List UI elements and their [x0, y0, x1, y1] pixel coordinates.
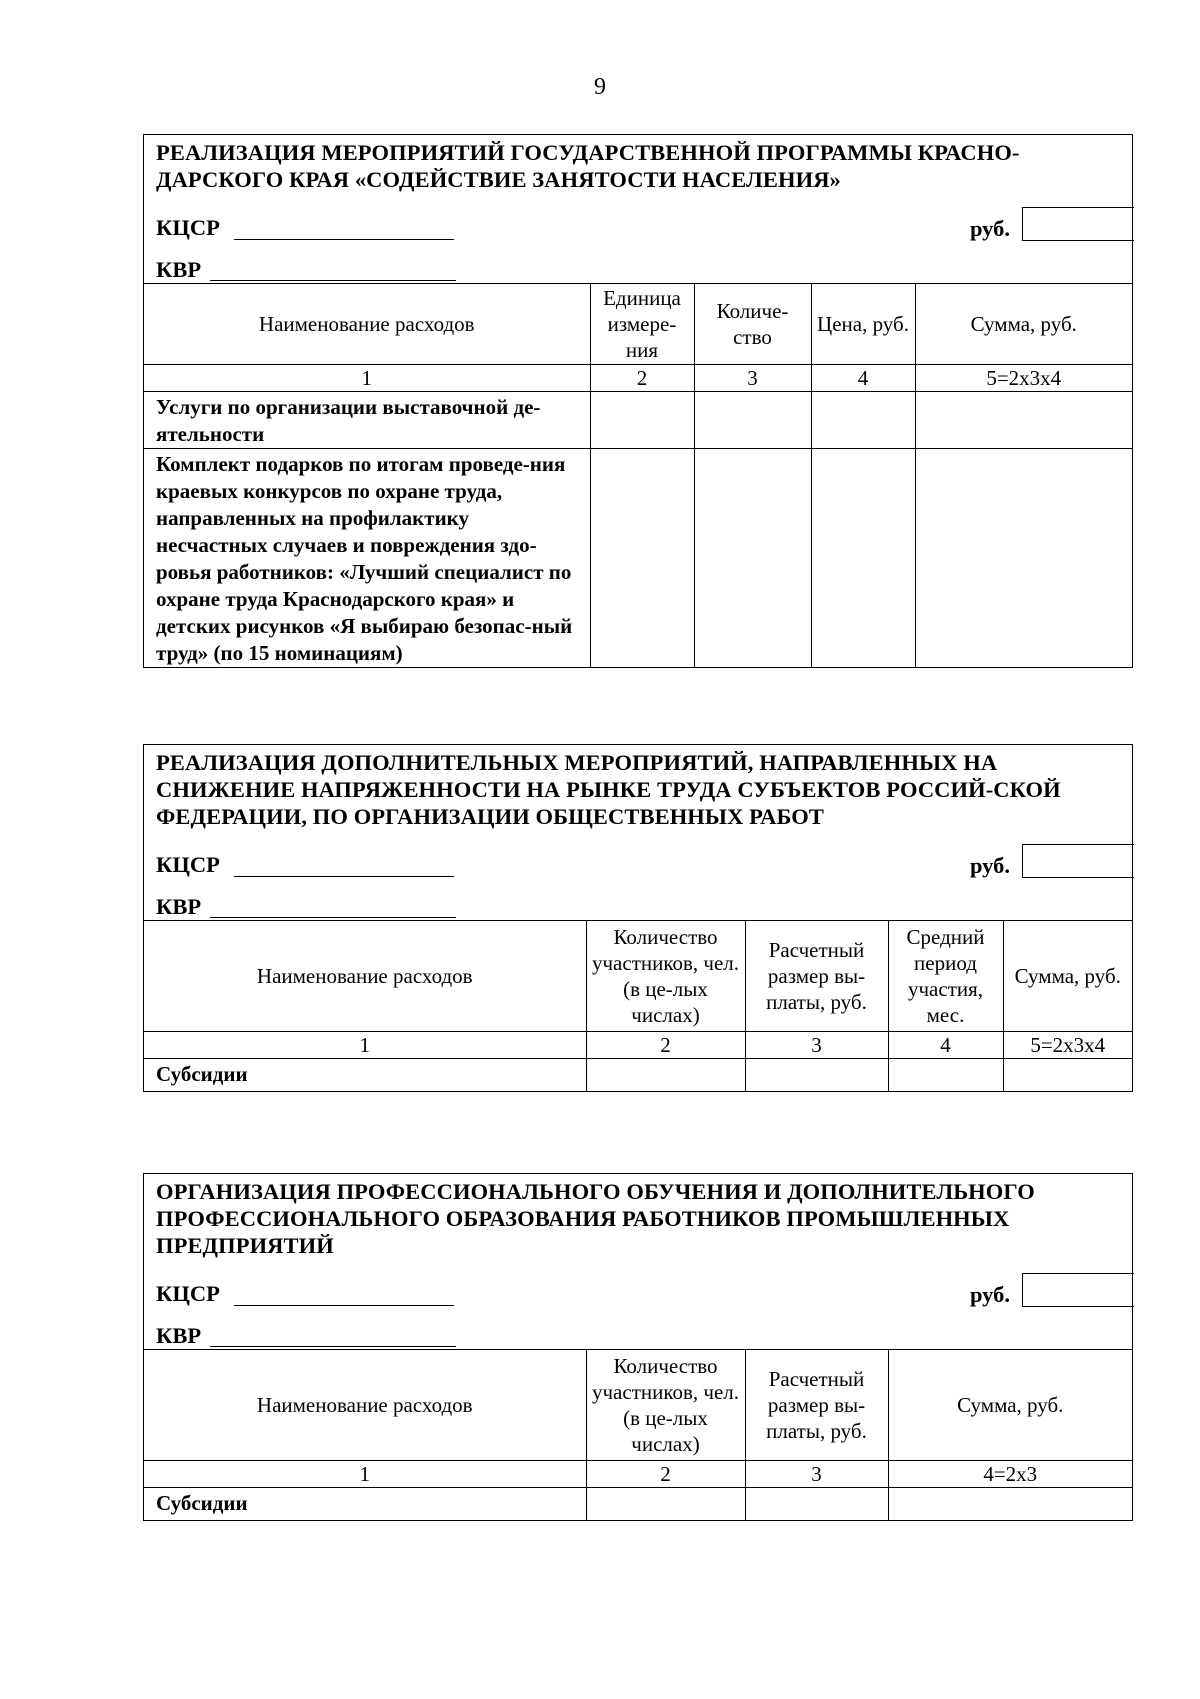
column-number: 1 [144, 365, 590, 392]
rub-amount-box[interactable] [1022, 207, 1134, 241]
rub-label: руб. [969, 1282, 1010, 1307]
expense-table [144, 283, 1132, 667]
row-expense-name: Услуги по организации выставочной де-ятельности [144, 392, 590, 449]
header-sum: Сумма, руб. [915, 284, 1132, 365]
row-unit-cell[interactable] [590, 449, 694, 668]
table-header-row [144, 921, 1132, 1032]
kvr-line [144, 245, 1132, 283]
column-number: 1 [144, 1032, 586, 1059]
kvr-field[interactable] [210, 917, 456, 918]
kcsr-field[interactable] [234, 239, 454, 240]
column-number: 4=2x3 [888, 1461, 1132, 1488]
column-number: 4 [811, 365, 915, 392]
kvr-label: КВР [156, 894, 202, 919]
row-participants-cell[interactable] [586, 1488, 745, 1521]
header-expense-name: Наименование расходов [144, 284, 590, 365]
row-expense-name: Субсидии [144, 1488, 586, 1521]
header-payment: Расчетный размер вы-платы, руб. [745, 921, 888, 1032]
row-sum-cell[interactable] [915, 449, 1132, 668]
column-number: 3 [694, 365, 811, 392]
header-participants: Количество участников, чел. (в це-лых числах) [586, 1350, 745, 1461]
row-unit-cell[interactable] [590, 392, 694, 449]
header-quantity: Количе-ство [694, 284, 811, 365]
block-title: РЕАЛИЗАЦИЯ МЕРОПРИЯТИЙ ГОСУДАРСТВЕННОЙ ПРОГРАММЫ КРАСНО-ДАРСКОГО КРАЯ «СОДЕЙСТВИЕ ЗАНЯТОСТИ НАСЕЛЕНИЯ» [156, 140, 1020, 192]
block-public-works [143, 744, 1133, 1092]
row-payment-cell[interactable] [745, 1488, 888, 1521]
kvr-label: КВР [156, 1323, 202, 1348]
header-period: Средний период участия, мес. [888, 921, 1003, 1032]
kcsr-line [144, 844, 1132, 882]
row-price-cell[interactable] [811, 392, 915, 449]
header-participants: Количество участников, чел. (в це-лых числах) [586, 921, 745, 1032]
column-numbers-row [144, 365, 1132, 392]
row-expense-name: Субсидии [144, 1059, 586, 1092]
column-numbers-row [144, 1461, 1132, 1488]
row-sum-cell[interactable] [915, 392, 1132, 449]
column-number: 3 [745, 1032, 888, 1059]
header-expense-name: Наименование расходов [144, 1350, 586, 1461]
header-price: Цена, руб. [811, 284, 915, 365]
row-payment-cell[interactable] [745, 1059, 888, 1092]
header-sum: Сумма, руб. [1003, 921, 1132, 1032]
kvr-field[interactable] [210, 1346, 456, 1347]
page-number: 9 [594, 74, 606, 100]
rub-label: руб. [969, 853, 1010, 878]
kvr-field[interactable] [210, 280, 456, 281]
row-period-cell[interactable] [888, 1059, 1003, 1092]
row-expense-name: Комплект подарков по итогам проведе-ния краевых конкурсов по охране труда, направленных на профилактику несчастных случаев и повреждения здо-ровья работников: «Лучший специалист по охране труда Краснодарского края» и детских рисунков «Я выбираю безопас-ный труд» (по 15 номинациям) [144, 449, 590, 668]
expense-table [144, 1349, 1132, 1520]
column-number: 1 [144, 1461, 586, 1488]
kcsr-field[interactable] [234, 876, 454, 877]
block-title: ОРГАНИЗАЦИЯ ПРОФЕССИОНАЛЬНОГО ОБУЧЕНИЯ И ДОПОЛНИТЕЛЬНОГО ПРОФЕССИОНАЛЬНОГО ОБРАЗОВАНИЯ РАБОТНИКОВ ПРОМЫШЛЕННЫХ ПРЕДПРИЯТИЙ [156, 1179, 1035, 1258]
kvr-line [144, 882, 1132, 920]
column-number: 5=2x3x4 [915, 365, 1132, 392]
header-expense-name: Наименование расходов [144, 921, 586, 1032]
table-header-row [144, 1350, 1132, 1461]
rub-amount-box[interactable] [1022, 844, 1134, 878]
expense-table [144, 920, 1132, 1091]
kcsr-label: КЦСР [156, 215, 220, 240]
kcsr-label: КЦСР [156, 1281, 220, 1306]
table-header-row [144, 284, 1132, 365]
table-row [144, 392, 1132, 449]
block-professional-training [143, 1173, 1133, 1521]
kvr-line [144, 1311, 1132, 1349]
kcsr-line [144, 207, 1132, 245]
rub-label: руб. [969, 216, 1010, 241]
kcsr-field[interactable] [234, 1305, 454, 1306]
row-price-cell[interactable] [811, 449, 915, 668]
column-number: 2 [590, 365, 694, 392]
row-quantity-cell[interactable] [694, 392, 811, 449]
header-unit: Единица измере-ния [590, 284, 694, 365]
kvr-label: КВР [156, 257, 202, 282]
kcsr-line [144, 1273, 1132, 1311]
column-number: 4 [888, 1032, 1003, 1059]
block-state-program [143, 134, 1133, 668]
header-payment: Расчетный размер вы-платы, руб. [745, 1350, 888, 1461]
header-sum: Сумма, руб. [888, 1350, 1132, 1461]
row-quantity-cell[interactable] [694, 449, 811, 668]
block-title: РЕАЛИЗАЦИЯ ДОПОЛНИТЕЛЬНЫХ МЕРОПРИЯТИЙ, НАПРАВЛЕННЫХ НА СНИЖЕНИЕ НАПРЯЖЕННОСТИ НА РЫНКЕ ТРУДА СУБЪЕКТОВ РОССИЙ-СКОЙ ФЕДЕРАЦИИ, ПО ОРГАНИЗАЦИИ ОБЩЕСТВЕННЫХ РАБОТ [156, 750, 1061, 829]
column-numbers-row [144, 1032, 1132, 1059]
row-sum-cell[interactable] [1003, 1059, 1132, 1092]
column-number: 5=2x3x4 [1003, 1032, 1132, 1059]
kcsr-label: КЦСР [156, 852, 220, 877]
table-row [144, 1059, 1132, 1092]
row-participants-cell[interactable] [586, 1059, 745, 1092]
table-row [144, 1488, 1132, 1521]
rub-amount-box[interactable] [1022, 1273, 1134, 1307]
column-number: 2 [586, 1461, 745, 1488]
column-number: 3 [745, 1461, 888, 1488]
column-number: 2 [586, 1032, 745, 1059]
table-row [144, 449, 1132, 668]
row-sum-cell[interactable] [888, 1488, 1132, 1521]
